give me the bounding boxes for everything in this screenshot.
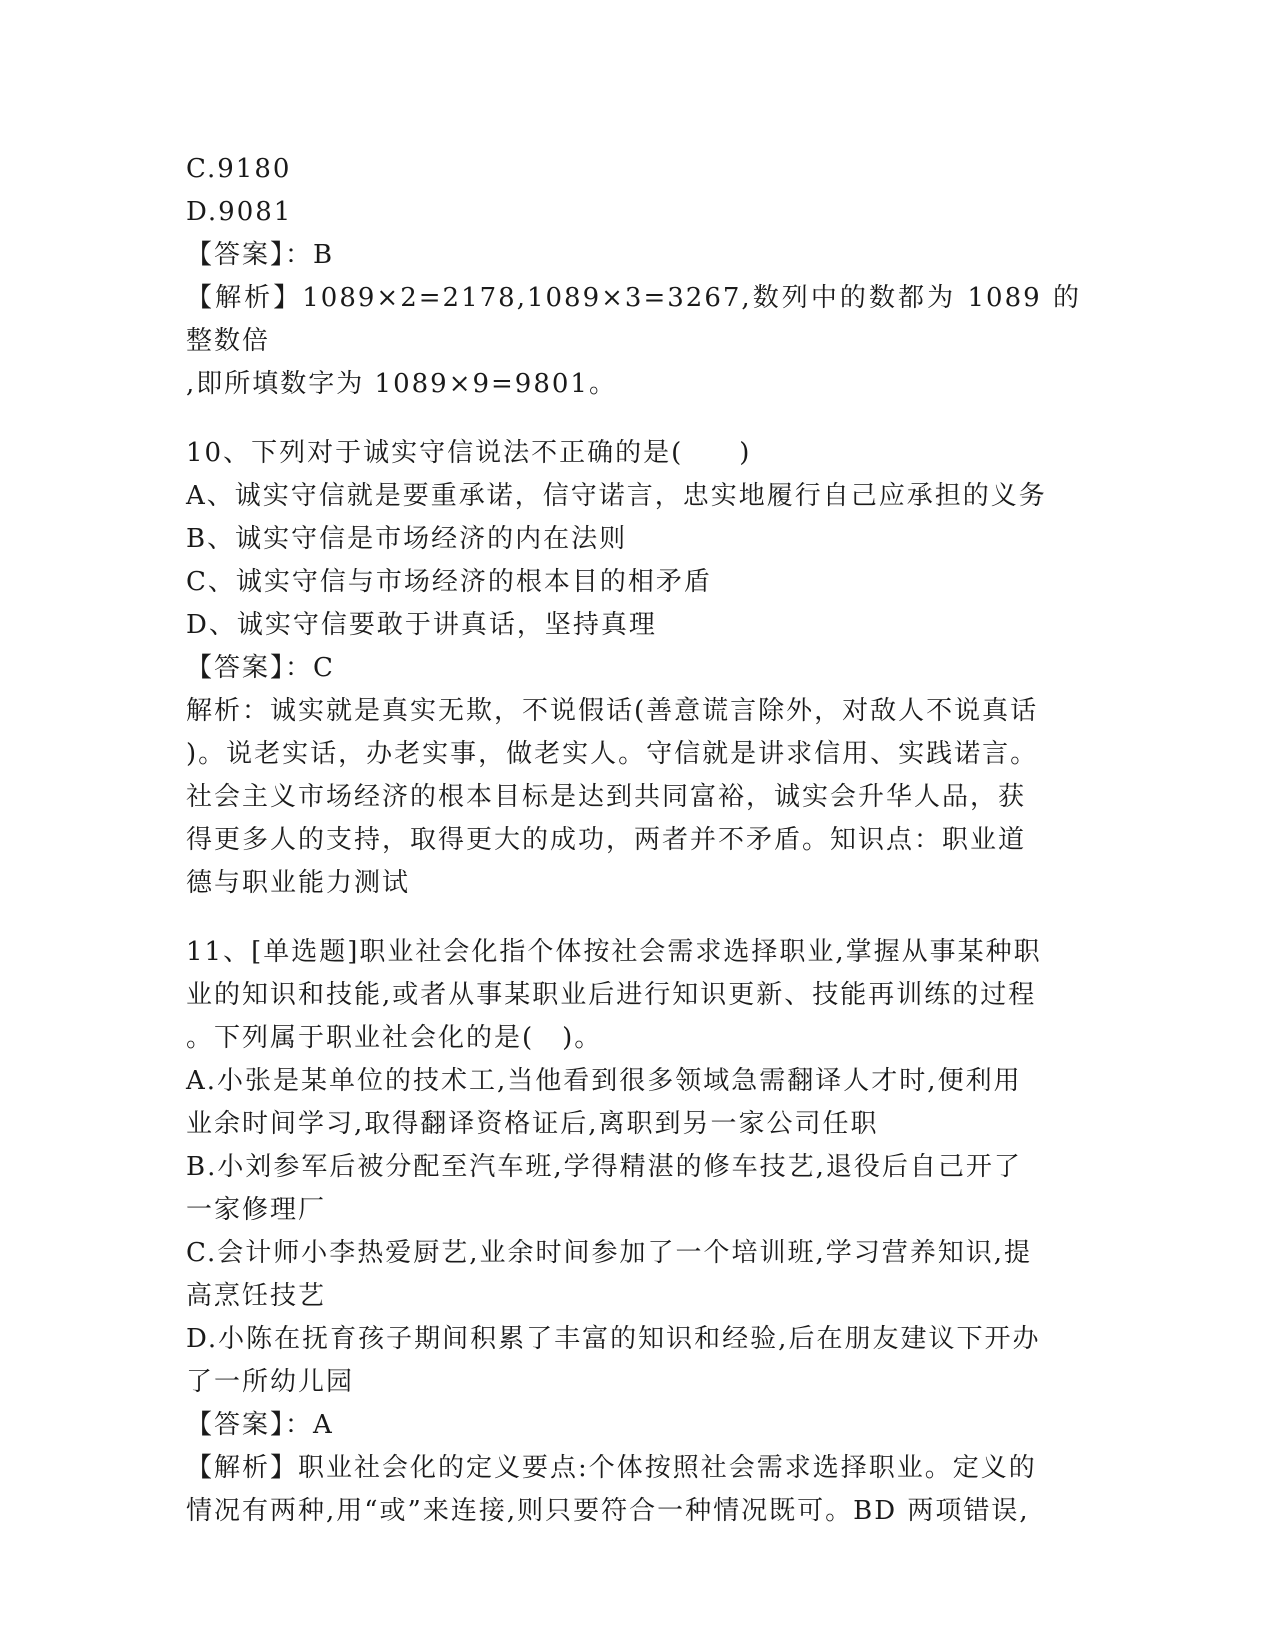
explanation-q10-line: )。说老实话，办老实事，做老实人。守信就是讲求信用、实践诺言。 xyxy=(186,739,1039,769)
option-b-q10: B、诚实守信是市场经济的内在法则 xyxy=(186,524,628,554)
explanation-q11-line: 情况有两种,用“或”来连接,则只要符合一种情况既可。BD 两项错误, xyxy=(186,1496,1030,1526)
question-11-stem: 。下列属于职业社会化的是( )。 xyxy=(186,1023,603,1053)
answer-q11: 【答案】：A xyxy=(186,1410,334,1440)
explanation-q9-line: ,即所填数字为 1089×9=9801。 xyxy=(186,369,617,399)
explanation-q10-line: 得更多人的支持，取得更大的成功，两者并不矛盾。知识点：职业道 xyxy=(186,825,1027,855)
question-11-stem: 业的知识和技能,或者从事某职业后进行知识更新、技能再训练的过程 xyxy=(186,980,1037,1010)
explanation-q10-line: 社会主义市场经济的根本目标是达到共同富裕，诚实会升华人品，获 xyxy=(186,782,1027,812)
paragraph-gap xyxy=(186,905,1081,931)
option-c-q9: C.9180 xyxy=(186,154,292,184)
answer-q10: 【答案】：C xyxy=(186,653,335,683)
question-11-stem: 11、[单选题]职业社会化指个体按社会需求选择职业,掌握从事某种职 xyxy=(186,937,1042,967)
option-a-q11: 业余时间学习,取得翻译资格证后,离职到另一家公司任职 xyxy=(186,1109,879,1139)
paragraph-gap xyxy=(186,406,1081,432)
question-10-stem: 10、下列对于诚实守信说法不正确的是( ) xyxy=(186,438,752,468)
document-body xyxy=(186,148,1081,1533)
option-c-q11: 高烹饪技艺 xyxy=(186,1281,327,1311)
option-b-q11: 一家修理厂 xyxy=(186,1195,327,1225)
option-d-q11: D.小陈在抚育孩子期间积累了丰富的知识和经验,后在朋友建议下开办 xyxy=(186,1324,1041,1354)
explanation-q11-line: 【解析】职业社会化的定义要点:个体按照社会需求选择职业。定义的 xyxy=(186,1453,1037,1483)
explanation-q10-line: 解析：诚实就是真实无欺，不说假话(善意谎言除外，对敌人不说真话 xyxy=(186,696,1039,726)
explanation-q10-line: 德与职业能力测试 xyxy=(186,868,411,898)
explanation-q9-line: 【解析】1089×2=2178,1089×3=3267,数列中的数都为 1089 的整数倍 xyxy=(186,283,1081,356)
option-c-q11: C.会计师小李热爱厨艺,业余时间参加了一个培训班,学习营养知识,提 xyxy=(186,1238,1033,1268)
option-d-q11: 了一所幼儿园 xyxy=(186,1367,355,1397)
option-a-q10: A、诚实守信就是要重承诺，信守诺言，忠实地履行自己应承担的义务 xyxy=(186,481,1047,511)
answer-q9: 【答案】：B xyxy=(186,240,335,270)
option-d-q10: D、诚实守信要敢于讲真话，坚持真理 xyxy=(186,610,657,640)
option-d-q9: D.9081 xyxy=(186,197,293,227)
option-a-q11: A.小张是某单位的技术工,当他看到很多领域急需翻译人才时,便利用 xyxy=(186,1066,1022,1096)
option-c-q10: C、诚实守信与市场经济的根本目的相矛盾 xyxy=(186,567,712,597)
option-b-q11: B.小刘参军后被分配至汽车班,学得精湛的修车技艺,退役后自己开了 xyxy=(186,1152,1022,1182)
